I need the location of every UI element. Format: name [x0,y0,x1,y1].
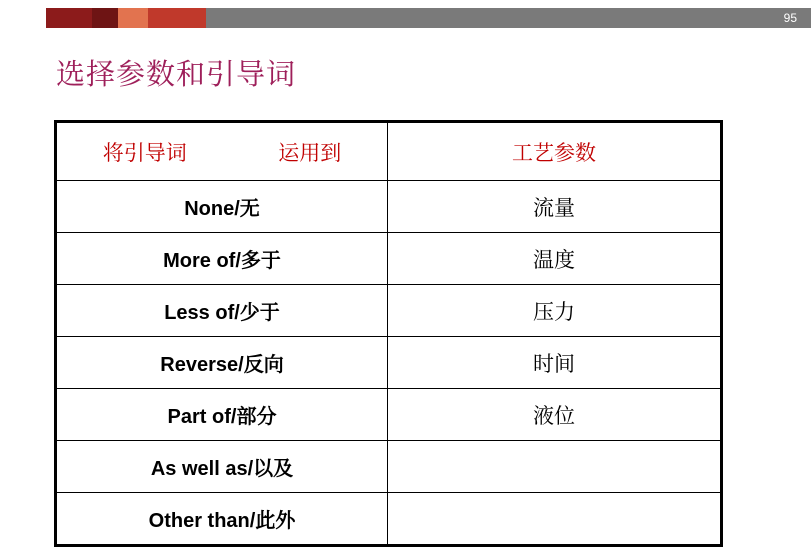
cell-guideword [56,285,388,337]
guideword-cn: 少于 [239,300,280,324]
page-title: 选择参数和引导词 [56,57,297,91]
cell-parameter [388,493,722,546]
cell-parameter: 温度 [388,233,722,285]
cell-guideword [56,233,388,285]
guideword-cn: 以及 [253,456,294,480]
cell-parameter: 压力 [388,285,722,337]
guideword-cn: 多于 [240,248,281,272]
decorative-top-bar [46,8,811,28]
guideword-cn: 反向 [243,352,284,376]
table-row [56,285,722,337]
table-row [56,233,722,285]
cell-guideword [56,493,388,546]
guideword-en: More of/ [163,250,241,272]
bar-segment-red [148,8,206,28]
guideword-cn: 部分 [236,404,277,428]
table-header-cell-parameter: 工艺参数 [388,122,722,181]
table-row [56,441,722,493]
bar-segment-salmon [118,8,148,28]
table-row [56,181,722,233]
cell-guideword [56,441,388,493]
cell-parameter: 流量 [388,181,722,233]
guide-word-table-wrapper [54,120,720,547]
bar-segment-dark-red [46,8,92,28]
bar-segment-deep-red [92,8,118,28]
guideword-en: As well as/ [150,458,254,480]
page-number: 95 [783,11,797,25]
guideword-en: Part of/ [167,406,237,428]
table-row [56,389,722,441]
table-header-row [56,122,722,181]
guideword-cn: 无 [239,196,260,220]
guideword-en: Other than/ [148,510,256,532]
table-header-cell-guideword [56,122,388,181]
table-row [56,337,722,389]
table-row [56,493,722,546]
cell-guideword [56,389,388,441]
cell-parameter [388,441,722,493]
cell-guideword [56,337,388,389]
header-label-applyto: 运用到 [278,140,342,165]
guide-word-table [54,120,723,547]
guideword-en: Reverse/ [160,354,244,376]
guideword-en: None/ [184,198,240,220]
guideword-cn: 此外 [255,508,296,532]
cell-guideword [56,181,388,233]
guideword-en: Less of/ [164,302,240,324]
cell-parameter: 液位 [388,389,722,441]
cell-parameter: 时间 [388,337,722,389]
bar-segment-gray [206,8,811,28]
header-label-guideword: 将引导词 [102,140,187,165]
